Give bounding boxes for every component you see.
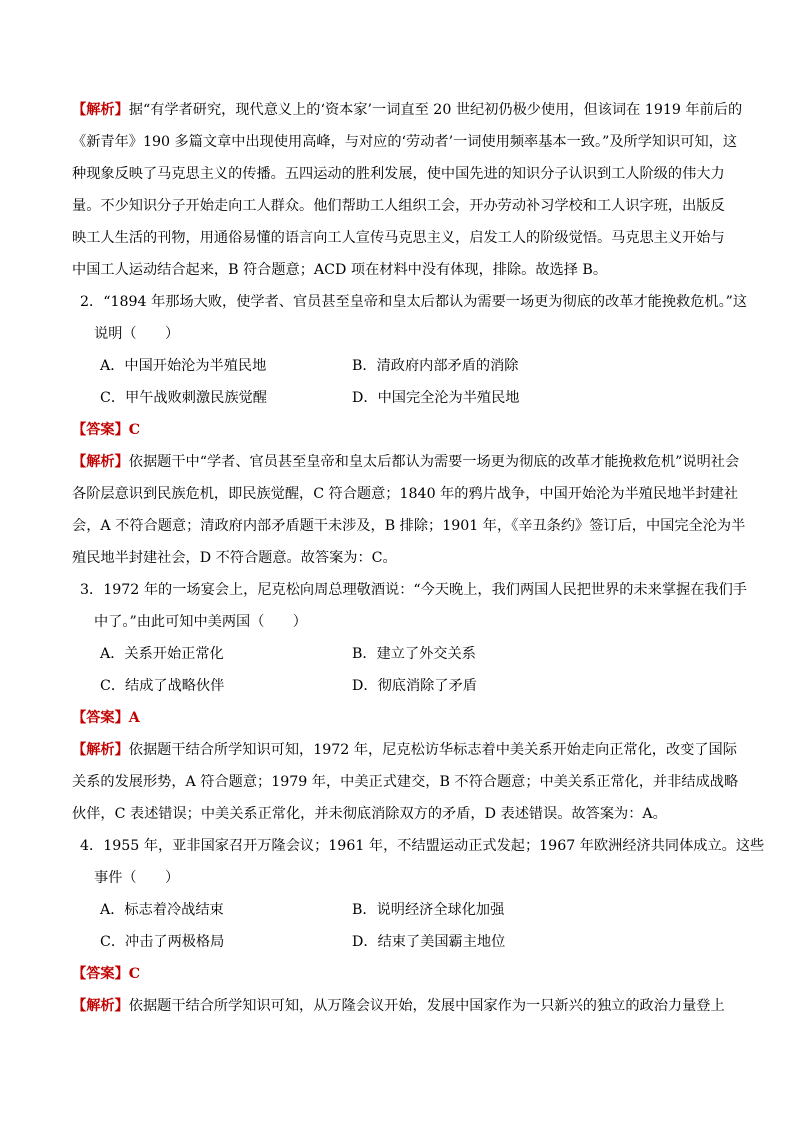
q2-analysis-line-1: 【解析】依据题干中“学者、官员甚至皇帝和皇太后都认为需要一场更为彻底的改革才能挽救危机”说明社会 [72, 454, 740, 470]
q3-analysis-line-2: 关系的发展形势，A 符合题意；1979 年，中美正式建交，B 不符合题意；中美关系正常化，并非结成战略 [72, 774, 739, 790]
answer-tag: 【答案】 [72, 422, 129, 438]
answer-value: C [128, 422, 141, 438]
analysis-tag: 【解析】 [72, 998, 129, 1014]
q2-stem-line-2: 说明（ ） [94, 326, 180, 342]
analysis-tag: 【解析】 [72, 454, 129, 470]
q4-stem-line-2: 事件（ ） [94, 870, 180, 886]
q3-analysis-line-1: 【解析】依据题干结合所学知识可知，1972 年，尼克松访华标志着中美关系开始走向正常化，改变了国际 [72, 742, 737, 758]
q4-option-a: A．标志着冷战结束 [100, 902, 224, 918]
q3-analysis-line-3: 伙伴，C 表述错误；中美关系正常化，并未彻底消除双方的矛盾，D 表述错误。故答案为：A。 [72, 806, 667, 822]
q4-option-b: B．说明经济全球化加强 [352, 902, 505, 918]
q4-answer [72, 964, 140, 984]
q3-stem-line-2: 中了。”由此可知中美两国（ ） [94, 614, 307, 630]
q3-stem-line-1: 3．1972 年的一场宴会上，尼克松向周总理敬酒说：“今天晚上，我们两国人民把世界的未来掌握在我们手 [80, 582, 747, 598]
q3-option-a: A．关系开始正常化 [100, 646, 224, 662]
q2-analysis-line-2: 各阶层意识到民族危机，即民族觉醒，C 符合题意；1840 年的鸦片战争，中国开始沦为半殖民地半封建社 [72, 486, 739, 502]
analysis-tag: 【解析】 [72, 102, 129, 118]
q1-analysis-line-1: 【解析】据“有学者研究，现代意义上的‘资本家’一词直至 20 世纪初仍极少使用，但该词在 1919 年前后的 [72, 102, 743, 118]
q4-analysis-line-1: 【解析】依据题干结合所学知识可知，从万隆会议开始，发展中国家作为一只新兴的独立的政治力量登上 [72, 998, 725, 1014]
q2-option-c: C．甲午战败刺激民族觉醒 [100, 390, 267, 406]
q1-analysis-line-4: 量。不少知识分子开始走向工人群众。他们帮助工人组织工会，开办劳动补习学校和工人识字班，出版反 [72, 198, 725, 214]
q1-analysis-line-3: 种现象反映了马克思主义的传播。五四运动的胜利发展，使中国先进的知识分子认识到工人阶级的伟大力 [72, 166, 725, 182]
q4-option-c: C．冲击了两极格局 [100, 934, 225, 950]
q2-option-a: A．中国开始沦为半殖民地 [100, 358, 267, 374]
q3-answer [72, 708, 140, 728]
q2-option-b: B．清政府内部矛盾的消除 [352, 358, 519, 374]
q2-analysis-line-3: 会，A 不符合题意；清政府内部矛盾题干未涉及，B 排除；1901 年，《辛丑条约》签订后，中国完全沦为半 [72, 518, 746, 534]
q2-answer [72, 420, 140, 440]
q3-option-b: B．建立了外交关系 [352, 646, 476, 662]
q2-analysis-line-4: 殖民地半封建社会，D 不符合题意。故答案为：C。 [72, 550, 397, 566]
answer-tag: 【答案】 [72, 966, 129, 982]
q2-option-d: D．中国完全沦为半殖民地 [352, 390, 520, 406]
q3-option-c: C．结成了战略伙伴 [100, 678, 225, 694]
q4-option-d: D．结束了美国霸主地位 [352, 934, 506, 950]
q1-analysis-line-6: 中国工人运动结合起来，B 符合题意；ACD 项在材料中没有体现，排除。故选择 B。 [72, 262, 608, 278]
analysis-tag: 【解析】 [72, 742, 129, 758]
q2-stem-line-1: 2．“1894 年那场大败，使学者、官员甚至皇帝和皇太后都认为需要一场更为彻底的改革才能挽救危机。”这 [80, 294, 748, 310]
q4-stem-line-1: 4．1955 年，亚非国家召开万隆会议；1961 年，不结盟运动正式发起；1967 年欧洲经济共同体成立。这些 [80, 838, 765, 854]
q1-analysis-line-2: 《新青年》190 多篇文章中出现使用高峰，与对应的‘劳动者’一词使用频率基本一致。”及所学知识可知，这 [72, 134, 738, 150]
answer-tag: 【答案】 [72, 710, 129, 726]
q1-analysis-line-5: 映工人生活的刊物，用通俗易懂的语言向工人宣传马克思主义，启发工人的阶级觉悟。马克思主义开始与 [72, 230, 725, 246]
q3-option-d: D．彻底消除了矛盾 [352, 678, 477, 694]
answer-value: C [128, 966, 141, 982]
answer-value: A [128, 710, 140, 726]
